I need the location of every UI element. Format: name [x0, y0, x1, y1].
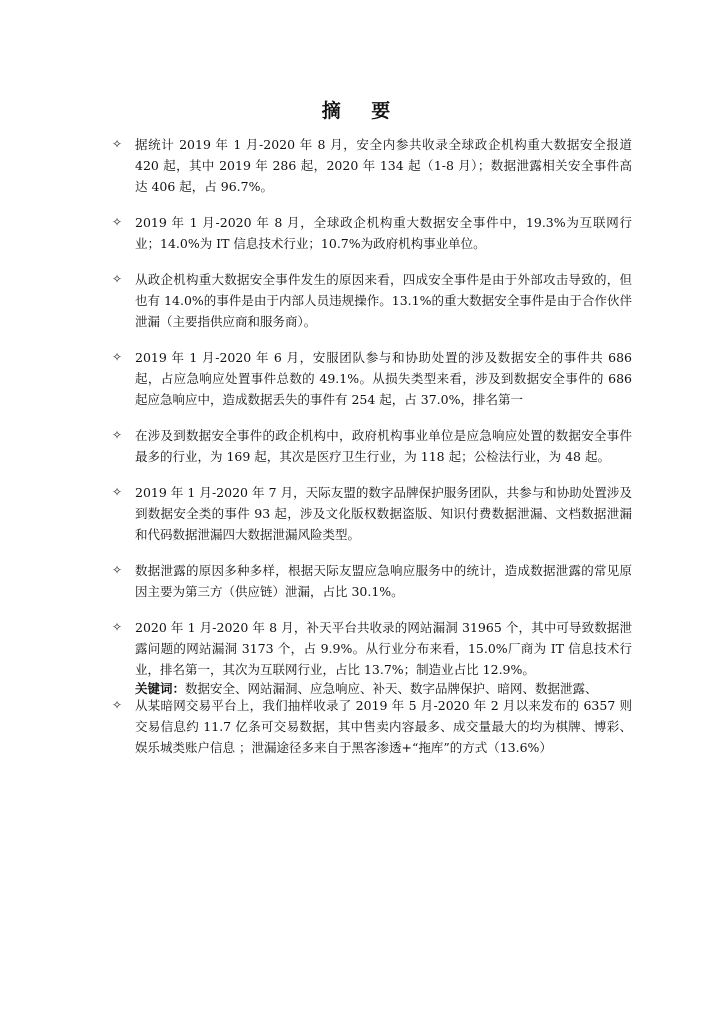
summary-item — [112, 269, 632, 332]
summary-item — [112, 134, 632, 197]
diamond-bullet-icon: ✧ — [112, 215, 123, 229]
diamond-bullet-icon: ✧ — [112, 620, 123, 634]
summary-item-text: 数据泄露的原因多种多样，根据天际友盟应急响应服务中的统计，造成数据泄露的常见原因主要为第三方（供应链）泄漏，占比 30.1%。 — [135, 563, 632, 599]
diamond-bullet-icon: ✧ — [112, 485, 123, 499]
keywords-text: 数据安全、网站漏洞、应急响应、补天、数字品牌保护、暗网、数据泄露、 — [185, 681, 598, 696]
summary-item-text: 2019 年 1 月-2020 年 6 月，安服团队参与和协助处置的涉及数据安全的事件共 686 起，占应急响应处置事件总数的 49.1%。从损失类型来看，涉及到数据安全事件的 686 起应急响应中，造成数据丢失的事件有 254 起，占 37.0%，排名第一 — [135, 350, 632, 407]
summary-item — [112, 347, 632, 410]
diamond-bullet-icon: ✧ — [112, 350, 123, 364]
keywords-line — [135, 678, 635, 699]
diamond-bullet-icon: ✧ — [112, 272, 123, 286]
diamond-bullet-icon: ✧ — [112, 137, 123, 151]
summary-item-text: 从某暗网交易平台上，我们抽样收录了 2019 年 5 月-2020 年 2 月以来发布的 6357 则交易信息约 11.7 亿条可交易数据，其中售卖内容最多、成交量最大的均为棋牌、博彩、娱乐城类账户信息 ；泄漏途径多来自于黑客渗透+“拖库”的方式（13.6%） — [135, 698, 632, 755]
summary-item-text: 2019 年 1 月-2020 年 7 月，天际友盟的数字品牌保护服务团队，共参与和协助处置涉及到数据安全类的事件 93 起，涉及文化版权数据盗版、知识付费数据泄漏、文档数据泄漏和代码数据泄漏四大数据泄漏风险类型。 — [135, 485, 632, 542]
summary-item-text: 2020 年 1 月-2020 年 8 月，补天平台共收录的网站漏洞 31965 个，其中可导致数据泄露问题的网站漏洞 3173 个，占 9.9%。从行业分布来看，15.0%厂商为 IT 信息技术行业，排名第一，其次为互联网行业，占比 13.7%；制造业占比 12.9%。 — [135, 620, 632, 677]
summary-item-text: 从政企机构重大数据安全事件发生的原因来看，四成安全事件是由于外部攻击导致的，但也有 14.0%的事件是由于内部人员违规操作。13.1%的重大数据安全事件是由于合作伙伴泄漏（主要指供应商和服务商）。 — [135, 272, 632, 329]
summary-item — [112, 212, 632, 254]
page-title: 摘 要 — [321, 100, 403, 122]
summary-item — [112, 482, 632, 545]
summary-item — [112, 617, 632, 680]
diamond-bullet-icon: ✧ — [112, 698, 123, 712]
summary-item — [112, 560, 632, 602]
diamond-bullet-icon: ✧ — [112, 563, 123, 577]
summary-item-text: 据统计 2019 年 1 月-2020 年 8 月，安全内参共收录全球政企机构重大数据安全报道 420 起，其中 2019 年 286 起，2020 年 134 起（1-8 月）；数据泄露相关安全事件高达 406 起，占 96.7%。 — [135, 137, 632, 194]
keywords-label: 关键词： — [135, 681, 186, 696]
summary-item — [112, 425, 632, 467]
summary-item — [112, 695, 632, 758]
diamond-bullet-icon: ✧ — [112, 428, 123, 442]
summary-item-text: 2019 年 1 月-2020 年 8 月，全球政企机构重大数据安全事件中，19.3%为互联网行业；14.0%为 IT 信息技术行业；10.7%为政府机构事业单位。 — [135, 215, 632, 251]
summary-item-text: 在涉及到数据安全事件的政企机构中，政府机构事业单位是应急响应处置的数据安全事件最多的行业，为 169 起，其次是医疗卫生行业，为 118 起；公检法行业，为 48 起。 — [135, 428, 632, 464]
